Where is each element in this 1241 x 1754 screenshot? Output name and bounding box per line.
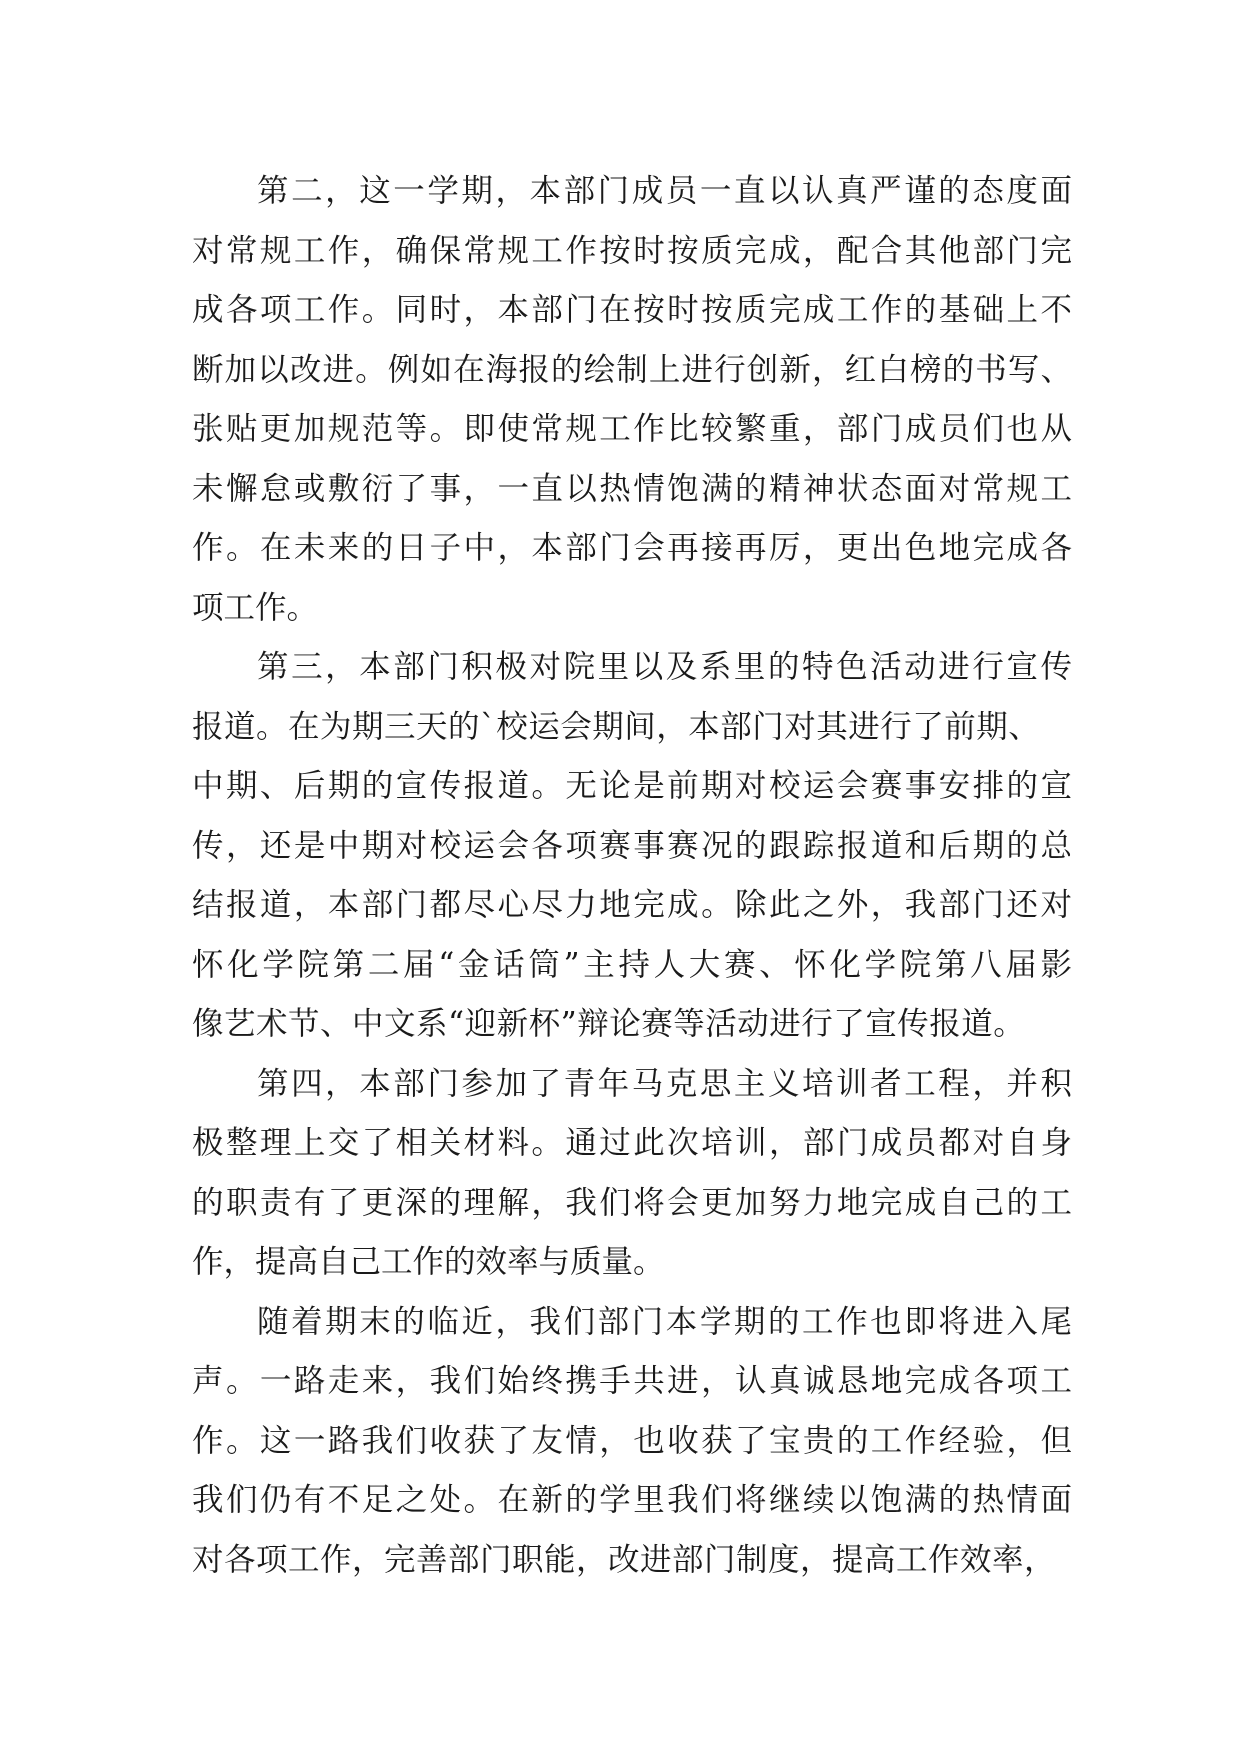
- text-line: 怀化学院第二届“金话筒”主持人大赛、怀化学院第八届影: [192, 946, 1072, 983]
- text-line: 第二，这一学期，本部门成员一直以认真严谨的态度面: [257, 173, 1072, 209]
- text-line: 中期、后期的宣传报道。无论是前期对校运会赛事安排的宣: [192, 768, 1072, 804]
- text-line: 像艺术节、中文系“迎新杯”辩论赛等活动进行了宣传报道。: [192, 1006, 1026, 1042]
- paragraph-2: [192, 162, 1072, 638]
- text-line: 作，提高自己工作的效率与质量。: [192, 1244, 665, 1280]
- text-line: 张贴更加规范等。即使常规工作比较繁重，部门成员们也从: [192, 411, 1072, 447]
- text-line: 极整理上交了相关材料。通过此次培训，部门成员都对自身: [192, 1125, 1072, 1161]
- text-line: 第三，本部门积极对院里以及系里的特色活动进行宣传: [257, 649, 1072, 685]
- paragraph-5: [192, 1293, 1072, 1591]
- text-line: 未懈怠或敷衍了事，一直以热情饱满的精神状态面对常规工: [192, 470, 1072, 507]
- text-line: 的职责有了更深的理解，我们将会更加努力地完成自己的工: [192, 1184, 1072, 1221]
- paragraph-3: [192, 638, 1072, 1055]
- text-line: 随着期末的临近，我们部门本学期的工作也即将进入尾: [257, 1303, 1072, 1340]
- text-line: 传，还是中期对校运会各项赛事赛况的跟踪报道和后期的总: [192, 827, 1072, 864]
- text-line: 报道。在为期三天的`校运会期间，本部门对其进行了前期、: [192, 708, 1041, 745]
- text-line: 对常规工作，确保常规工作按时按质完成，配合其他部门完: [192, 232, 1072, 269]
- text-line: 我们仍有不足之处。在新的学里我们将继续以饱满的热情面: [192, 1482, 1072, 1518]
- text-line: 作。这一路我们收获了友情，也收获了宝贵的工作经验，但: [192, 1422, 1072, 1459]
- text-line: 对各项工作，完善部门职能，改进部门制度，提高工作效率，: [192, 1541, 1057, 1578]
- text-line: 项工作。: [192, 589, 319, 626]
- text-line: 声。一路走来，我们始终携手共进，认真诚恳地完成各项工: [192, 1363, 1072, 1399]
- text-line: 断加以改进。例如在海报的绘制上进行创新，红白榜的书写、: [192, 351, 1072, 388]
- text-line: 作。在未来的日子中，本部门会再接再厉，更出色地完成各: [192, 530, 1072, 566]
- text-line: 成各项工作。同时，本部门在按时按质完成工作的基础上不: [192, 292, 1072, 328]
- text-line: 第四，本部门参加了青年马克思主义培训者工程，并积: [257, 1065, 1072, 1102]
- paragraph-4: [192, 1055, 1072, 1293]
- document-body: [192, 162, 1072, 1590]
- text-line: 结报道，本部门都尽心尽力地完成。除此之外，我部门还对: [192, 887, 1072, 923]
